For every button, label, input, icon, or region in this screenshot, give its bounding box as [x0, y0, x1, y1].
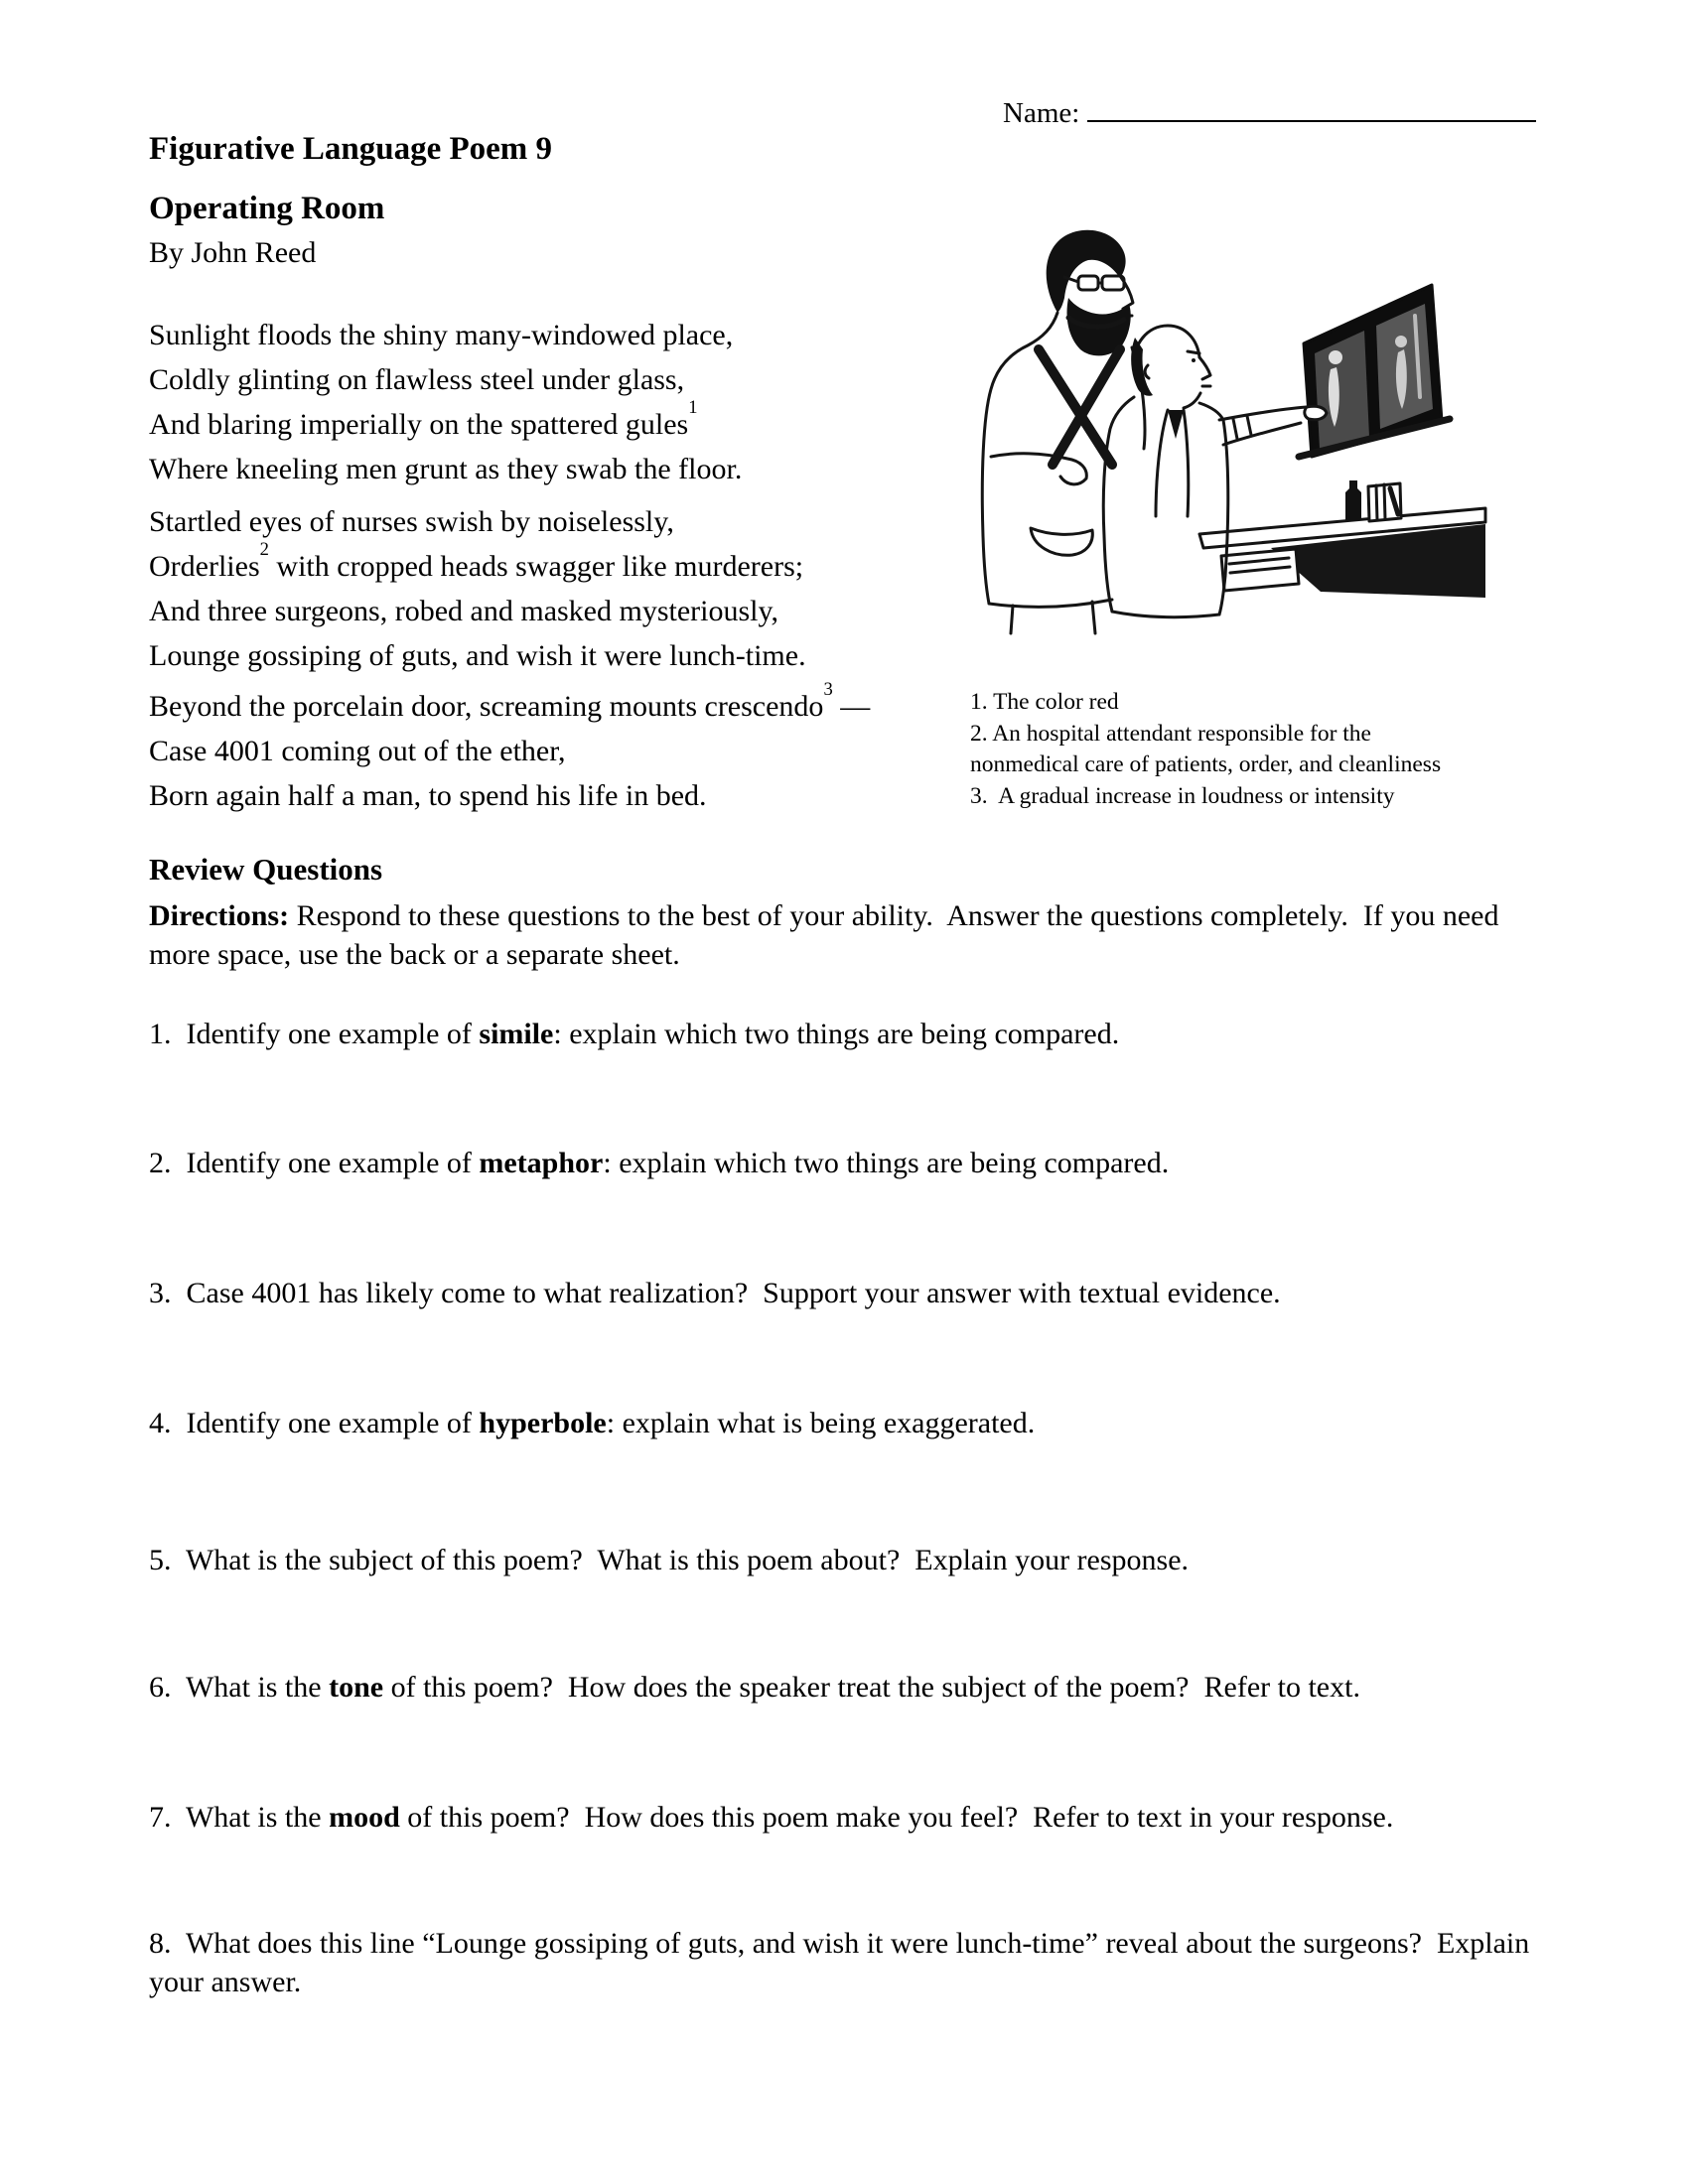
question-3 — [149, 1274, 1539, 1312]
question-4 — [149, 1404, 1539, 1442]
question-2 — [149, 1144, 1539, 1182]
worksheet-title: Figurative Language Poem 9 — [149, 131, 553, 167]
poem-line — [149, 496, 806, 541]
question-text: 5. What is the subject of this poem? What is this poem about? Explain your response. — [149, 1544, 1190, 1576]
question-keyword: hyperbole — [479, 1407, 607, 1439]
poem-stanza-3 — [149, 678, 871, 815]
poem-line-text: Coldly glinting on flawless steel under glass, — [149, 363, 685, 396]
footnote-ref: 3 — [823, 678, 833, 700]
poem-line-text: Where kneeling men grunt as they swab the floor. — [149, 453, 743, 485]
directions-text: Respond to these questions to the best of your ability. Answer the questions completely. If you need more space, use the back or a separate sheet. — [149, 899, 1506, 971]
poem-line-text: Sunlight floods the shiny many-windowed place, — [149, 319, 734, 351]
poem-line-text: Startled eyes of nurses swish by noiselessly, — [149, 505, 674, 538]
question-text: 3. Case 4001 has likely come to what realization? Support your answer with textual evidence. — [149, 1277, 1281, 1309]
directions-label: Directions: — [149, 899, 290, 932]
poem-line — [149, 538, 806, 586]
footnote-ref: 2 — [259, 538, 269, 560]
poem-title: Operating Room — [149, 191, 385, 226]
poem-line — [149, 354, 742, 399]
question-keyword: tone — [329, 1671, 384, 1704]
footnote-1: 1. The color red — [970, 689, 1119, 715]
question-8 — [149, 1924, 1539, 2001]
question-text: 7. What is the — [149, 1801, 330, 1834]
footnotes — [970, 687, 1475, 812]
footnote-ref: 1 — [688, 396, 698, 418]
question-keyword: simile — [479, 1018, 554, 1050]
poem-line-text: — — [832, 690, 871, 723]
poem-line-text: Lounge gossiping of guts, and wish it were lunch-time. — [149, 639, 806, 672]
directions — [149, 896, 1539, 974]
name-row — [1003, 97, 1536, 130]
question-6 — [149, 1668, 1539, 1706]
poem-line-text: And blaring imperially on the spattered gules — [149, 408, 689, 441]
question-text: : explain what is being exaggerated. — [606, 1407, 1036, 1439]
footnote-2: 2. An hospital attendant responsible for the nonmedical care of patients, order, and cleanliness — [970, 720, 1442, 777]
question-text: 4. Identify one example of — [149, 1407, 480, 1439]
question-text: : explain which two things are being compared. — [553, 1018, 1120, 1050]
poem-line — [149, 770, 870, 815]
poem-line — [149, 396, 742, 444]
poem-line — [149, 630, 806, 675]
poem-line-text: And three surgeons, robed and masked mysteriously, — [149, 595, 779, 627]
poem-stanza-2 — [149, 496, 806, 675]
review-questions-heading: Review Questions — [149, 852, 383, 887]
question-text: 2. Identify one example of — [149, 1147, 480, 1179]
question-text: : explain which two things are being compared. — [603, 1147, 1170, 1179]
poem-stanza-1 — [149, 310, 742, 488]
footnote-3: 3. A gradual increase in loudness or intensity — [970, 782, 1395, 809]
question-1 — [149, 1015, 1539, 1053]
poem-line — [149, 726, 870, 770]
name-blank-line — [1087, 120, 1536, 122]
question-text: of this poem? How does the speaker treat the subject of the poem? Refer to text. — [383, 1671, 1360, 1704]
question-5 — [149, 1541, 1539, 1579]
poem-line-text: Case 4001 coming out of the ether, — [149, 735, 566, 767]
poem-line — [149, 586, 806, 630]
poem-line — [149, 444, 742, 488]
poem-byline: By John Reed — [149, 236, 317, 269]
poem-illustration-doctors-xray — [973, 159, 1489, 635]
poem-line — [149, 310, 742, 354]
question-text: 8. What does this line “Lounge gossiping of guts, and wish it were lunch-time” reveal about the surgeons? Explain your answer. — [149, 1927, 1537, 1998]
poem-line-text: Born again half a man, to spend his life in bed. — [149, 779, 707, 812]
poem-line-text: Beyond the porcelain door, screaming mounts crescendo — [149, 690, 824, 723]
question-keyword: mood — [329, 1801, 400, 1834]
question-text: of this poem? How does this poem make you feel? Refer to text in your response. — [399, 1801, 1394, 1834]
question-7 — [149, 1798, 1539, 1837]
question-text: 1. Identify one example of — [149, 1018, 480, 1050]
poem-line — [149, 678, 871, 726]
question-text: 6. What is the — [149, 1671, 330, 1704]
poem-line-text: with cropped heads swagger like murderers; — [268, 550, 804, 583]
poem-line-text: Orderlies — [149, 550, 260, 583]
name-label: Name: — [1003, 97, 1080, 129]
question-keyword: metaphor — [479, 1147, 604, 1179]
